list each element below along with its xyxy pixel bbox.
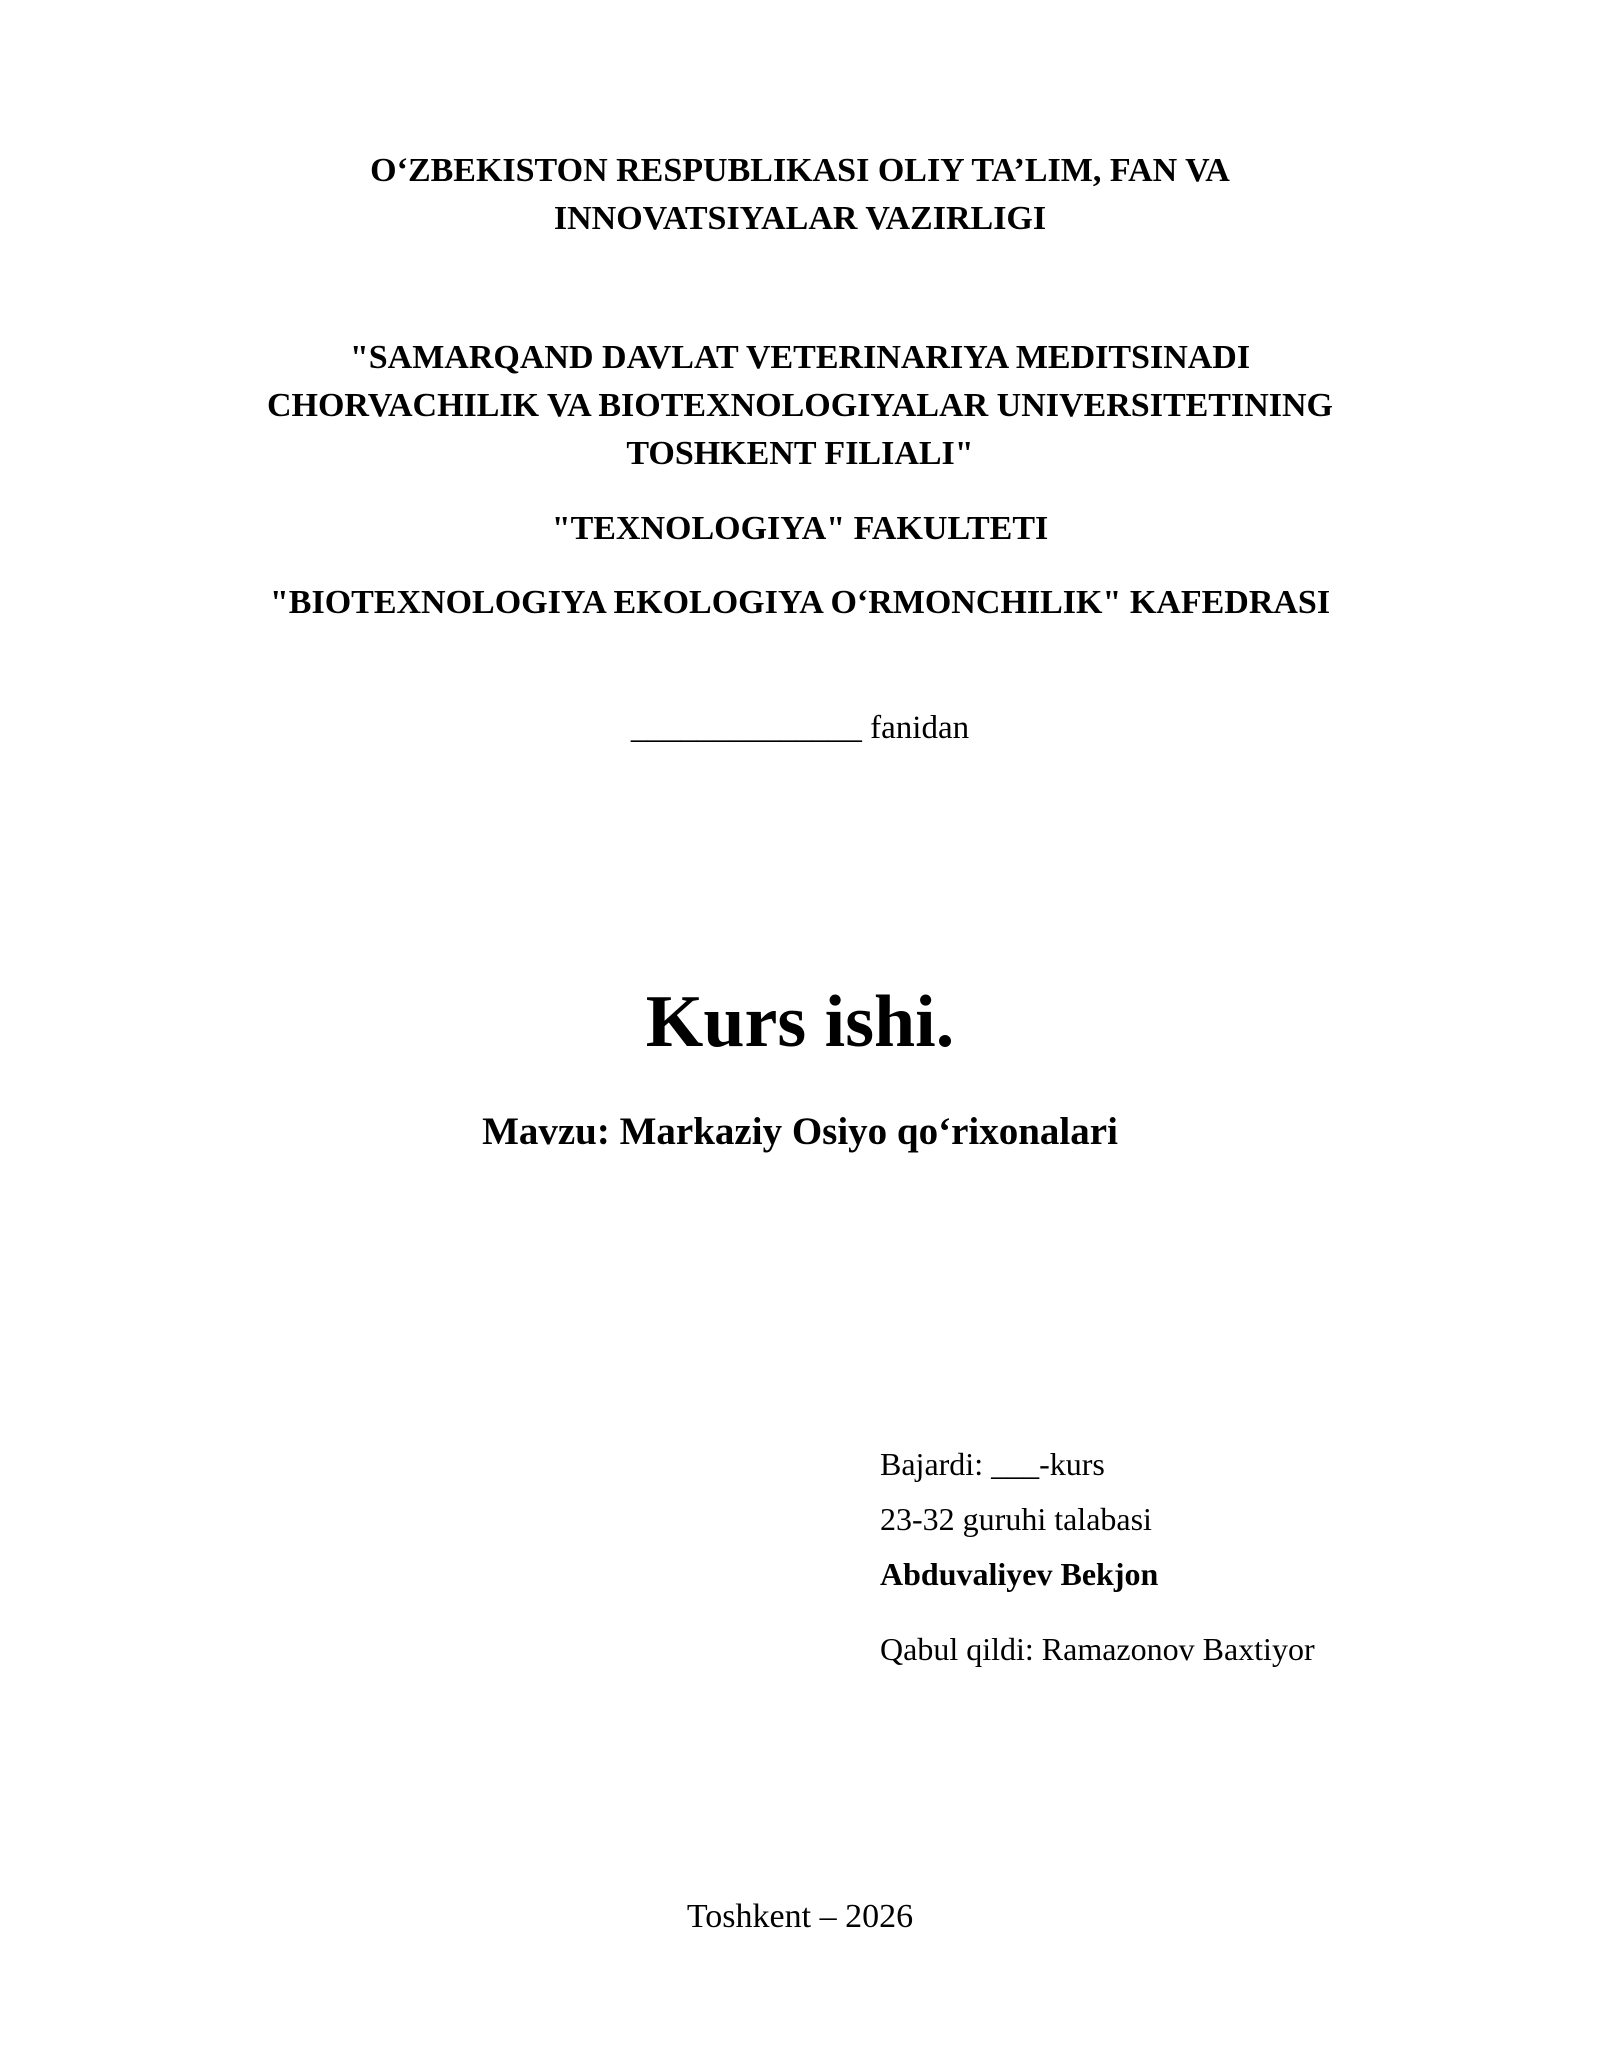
- city-year: Toshkent – 2026: [686, 1898, 914, 1935]
- faculty-name: "TEXNOLOGIYA" FAKULTETI: [551, 510, 1049, 547]
- student-group: 23-32 guruhi talabasi: [880, 1501, 1152, 1537]
- accepted-by: Qabul qildi: Ramazonov Baxtiyor: [880, 1631, 1315, 1667]
- subject-line: ______________ fanidan: [630, 710, 970, 746]
- ministry-line-2: INNOVATSIYALAR VAZIRLIGI: [553, 200, 1047, 237]
- performed-by: Bajardi: ___-kurs: [880, 1446, 1105, 1482]
- student-name: Abduvaliyev Bekjon: [880, 1556, 1159, 1592]
- ministry-line-1: O‘ZBEKISTON RESPUBLIKASI OLIY TA’LIM, FAN VA: [370, 152, 1230, 189]
- university-line-1: "SAMARQAND DAVLAT VETERINARIYA MEDITSINADI: [349, 339, 1251, 376]
- university-line-2: CHORVACHILIK VA BIOTEXNOLOGIYALAR UNIVERSITETINING: [266, 387, 1333, 424]
- university-line-3: TOSHKENT FILIALI": [626, 435, 974, 472]
- topic-line: Mavzu: Markaziy Osiyo qo‘rixonalari: [482, 1110, 1118, 1153]
- department-name: "BIOTEXNOLOGIYA EKOLOGIYA O‘RMONCHILIK" KAFEDRASI: [269, 584, 1331, 621]
- document-title: Kurs ishi.: [645, 981, 955, 1063]
